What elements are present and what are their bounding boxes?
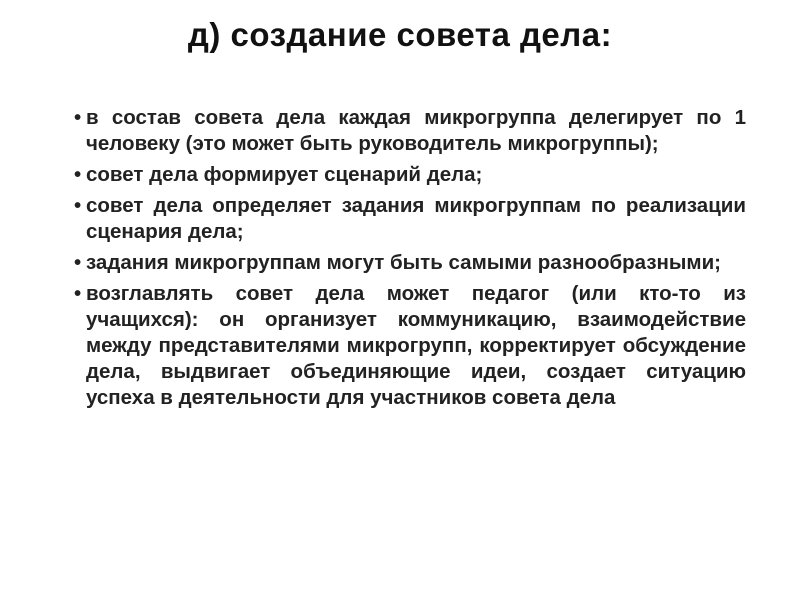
bullet-text: совет дела формирует сценарий дела; — [86, 163, 483, 186]
bullet-item — [76, 193, 746, 245]
bullet-item — [76, 250, 746, 276]
slide-title: д) создание совета дела: — [187, 16, 613, 53]
bullet-item — [76, 162, 746, 188]
bullet-item — [76, 105, 746, 157]
bullet-text: в состав совета дела каждая микрогруппа делегирует по 1 человеку (это может быть руководитель микрогруппы); — [86, 106, 746, 155]
bullet-marker: • — [74, 163, 82, 186]
bullet-list — [76, 105, 746, 416]
bullet-item — [76, 281, 746, 411]
bullet-marker: • — [74, 251, 82, 274]
bullet-text: задания микрогруппам могут быть самыми разнообразными; — [86, 251, 721, 274]
bullet-marker: • — [74, 282, 82, 305]
bullet-marker: • — [74, 106, 82, 129]
bullet-marker: • — [74, 194, 82, 217]
bullet-text: возглавлять совет дела может педагог (или кто-то из учащихся): он организует коммуникацию, взаимодействие между представителями микрогрупп, корректирует обсуждение дела, выдвигает объединяющие идеи, создает ситуацию успеха в деятельности для участников совета дела — [86, 282, 746, 409]
bullet-text: совет дела определяет задания микрогруппам по реализации сценария дела; — [86, 194, 746, 243]
